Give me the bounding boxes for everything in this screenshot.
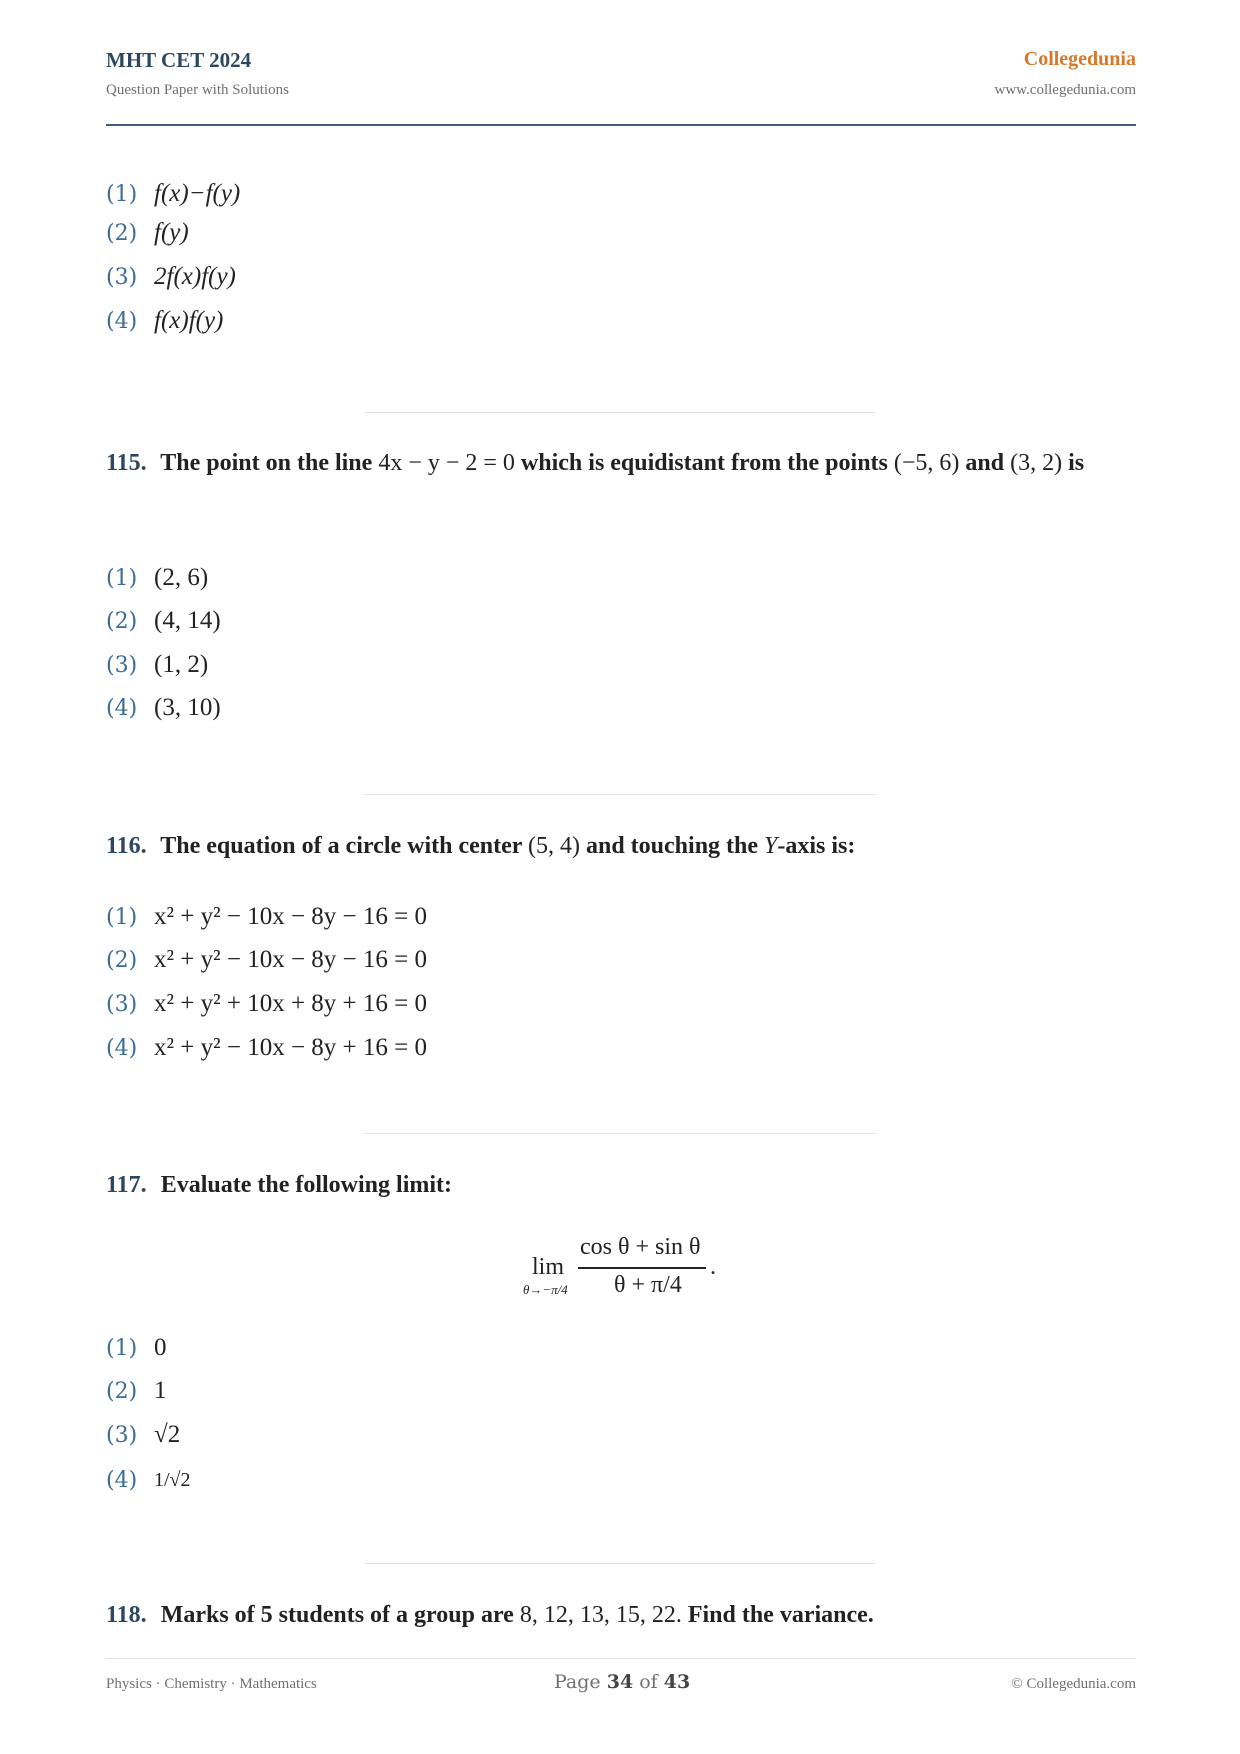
option-item xyxy=(106,1374,167,1408)
page-header xyxy=(106,44,1136,126)
question-math: 8, 12, 13, 15, 22. xyxy=(519,1602,682,1628)
option-number: (3) xyxy=(106,652,138,678)
option-text: f(x)f(y) xyxy=(154,307,224,334)
option-text: 2f(x)f(y) xyxy=(154,263,236,290)
question-117 xyxy=(106,1163,1140,1208)
option-number: (2) xyxy=(106,220,138,246)
option-text: 1/√2 xyxy=(154,1468,191,1491)
option-number: (1) xyxy=(106,181,138,207)
option-number: (4) xyxy=(106,1035,138,1061)
option-item xyxy=(106,304,223,338)
option-number: (2) xyxy=(106,947,138,973)
limit-subscript: θ→−π/4 xyxy=(523,1282,568,1297)
option-text: x² + y² − 10x − 8y + 16 = 0 xyxy=(154,1034,427,1061)
option-text: f(y) xyxy=(154,219,189,246)
option-text: 1 xyxy=(154,1377,167,1404)
option-text: (4, 14) xyxy=(154,607,221,634)
section-divider xyxy=(364,1133,876,1134)
option-number: (3) xyxy=(106,991,138,1017)
fraction-bar xyxy=(578,1267,706,1269)
option-item xyxy=(106,1331,167,1365)
option-text: x² + y² − 10x − 8y − 16 = 0 xyxy=(154,946,427,973)
limit-period: . xyxy=(710,1254,716,1280)
option-item xyxy=(106,691,221,725)
question-text: Marks of 5 students of a group are xyxy=(160,1602,514,1628)
footer-subjects: Physics · Chemistry · Mathematics xyxy=(106,1676,317,1692)
page-total: 43 xyxy=(663,1671,691,1693)
question-115 xyxy=(106,441,1140,486)
option-item xyxy=(106,177,240,211)
section-divider xyxy=(364,794,876,795)
option-number: (4) xyxy=(106,695,138,721)
question-math: (−5, 6) xyxy=(893,450,960,476)
limit-operator: lim xyxy=(532,1254,565,1280)
question-118 xyxy=(106,1593,1140,1638)
question-math: Y xyxy=(764,833,778,859)
section-divider xyxy=(364,1563,876,1564)
question-number: 118. xyxy=(106,1602,147,1628)
page-current: 34 xyxy=(606,1671,634,1693)
option-number: (4) xyxy=(106,308,138,334)
option-number: (1) xyxy=(106,1335,138,1361)
option-text: 0 xyxy=(154,1334,167,1361)
option-text: f(x)−f(y) xyxy=(154,180,241,207)
option-number: (2) xyxy=(106,1378,138,1404)
question-text: The equation of a circle with center xyxy=(160,833,522,859)
option-text: √2 xyxy=(154,1421,181,1448)
question-number: 117. xyxy=(106,1172,147,1198)
option-item xyxy=(106,561,208,595)
brand-url: www.collegedunia.com xyxy=(994,82,1136,98)
section-divider xyxy=(364,412,876,413)
option-item xyxy=(106,604,221,638)
option-number: (1) xyxy=(106,904,138,930)
fraction-numerator: cos θ + sin θ xyxy=(580,1234,701,1260)
option-number: (2) xyxy=(106,608,138,634)
option-number: (3) xyxy=(106,1422,138,1448)
option-item xyxy=(106,648,208,682)
footer-copyright: © Collegedunia.com xyxy=(1011,1676,1136,1692)
question-text: and touching the xyxy=(585,833,759,859)
page-indicator xyxy=(554,1671,690,1693)
option-text: (2, 6) xyxy=(154,564,209,591)
option-item xyxy=(106,216,189,250)
question-text: Evaluate the following limit: xyxy=(160,1172,453,1198)
option-item xyxy=(106,260,236,294)
question-text: and xyxy=(965,450,1005,476)
option-text: (3, 10) xyxy=(154,694,221,721)
option-item xyxy=(106,1418,180,1452)
question-math: (5, 4) xyxy=(528,833,580,859)
option-text: x² + y² − 10x − 8y − 16 = 0 xyxy=(154,903,427,930)
option-item xyxy=(106,900,427,934)
question-number: 116. xyxy=(106,833,147,859)
exam-subtitle: Question Paper with Solutions xyxy=(106,82,289,98)
question-text: is xyxy=(1068,450,1085,476)
exam-title: MHT CET 2024 xyxy=(106,48,252,72)
question-number: 115. xyxy=(106,450,147,476)
limit-expression xyxy=(520,1234,730,1304)
option-item xyxy=(106,943,427,977)
question-text: The point on the line xyxy=(160,450,373,476)
option-item xyxy=(106,1463,191,1497)
page-label: Page xyxy=(554,1671,601,1693)
option-text: x² + y² + 10x + 8y + 16 = 0 xyxy=(154,990,427,1017)
option-text: (1, 2) xyxy=(154,651,209,678)
option-item xyxy=(106,1031,427,1065)
option-item xyxy=(106,987,427,1021)
question-116 xyxy=(106,824,1140,869)
question-math: (3, 2) xyxy=(1010,450,1063,476)
option-number: (4) xyxy=(106,1467,138,1493)
fraction-denominator: θ + π/4 xyxy=(614,1272,682,1298)
brand-name: Collegedunia xyxy=(1023,48,1136,70)
question-text: Find the variance. xyxy=(687,1602,874,1628)
option-number: (1) xyxy=(106,565,138,591)
page-of: of xyxy=(639,1671,658,1693)
question-text: -axis is: xyxy=(777,833,856,859)
page-footer xyxy=(106,1658,1136,1708)
question-math: 4x − y − 2 = 0 xyxy=(378,450,515,476)
question-text: which is equidistant from the points xyxy=(520,450,888,476)
option-number: (3) xyxy=(106,264,138,290)
